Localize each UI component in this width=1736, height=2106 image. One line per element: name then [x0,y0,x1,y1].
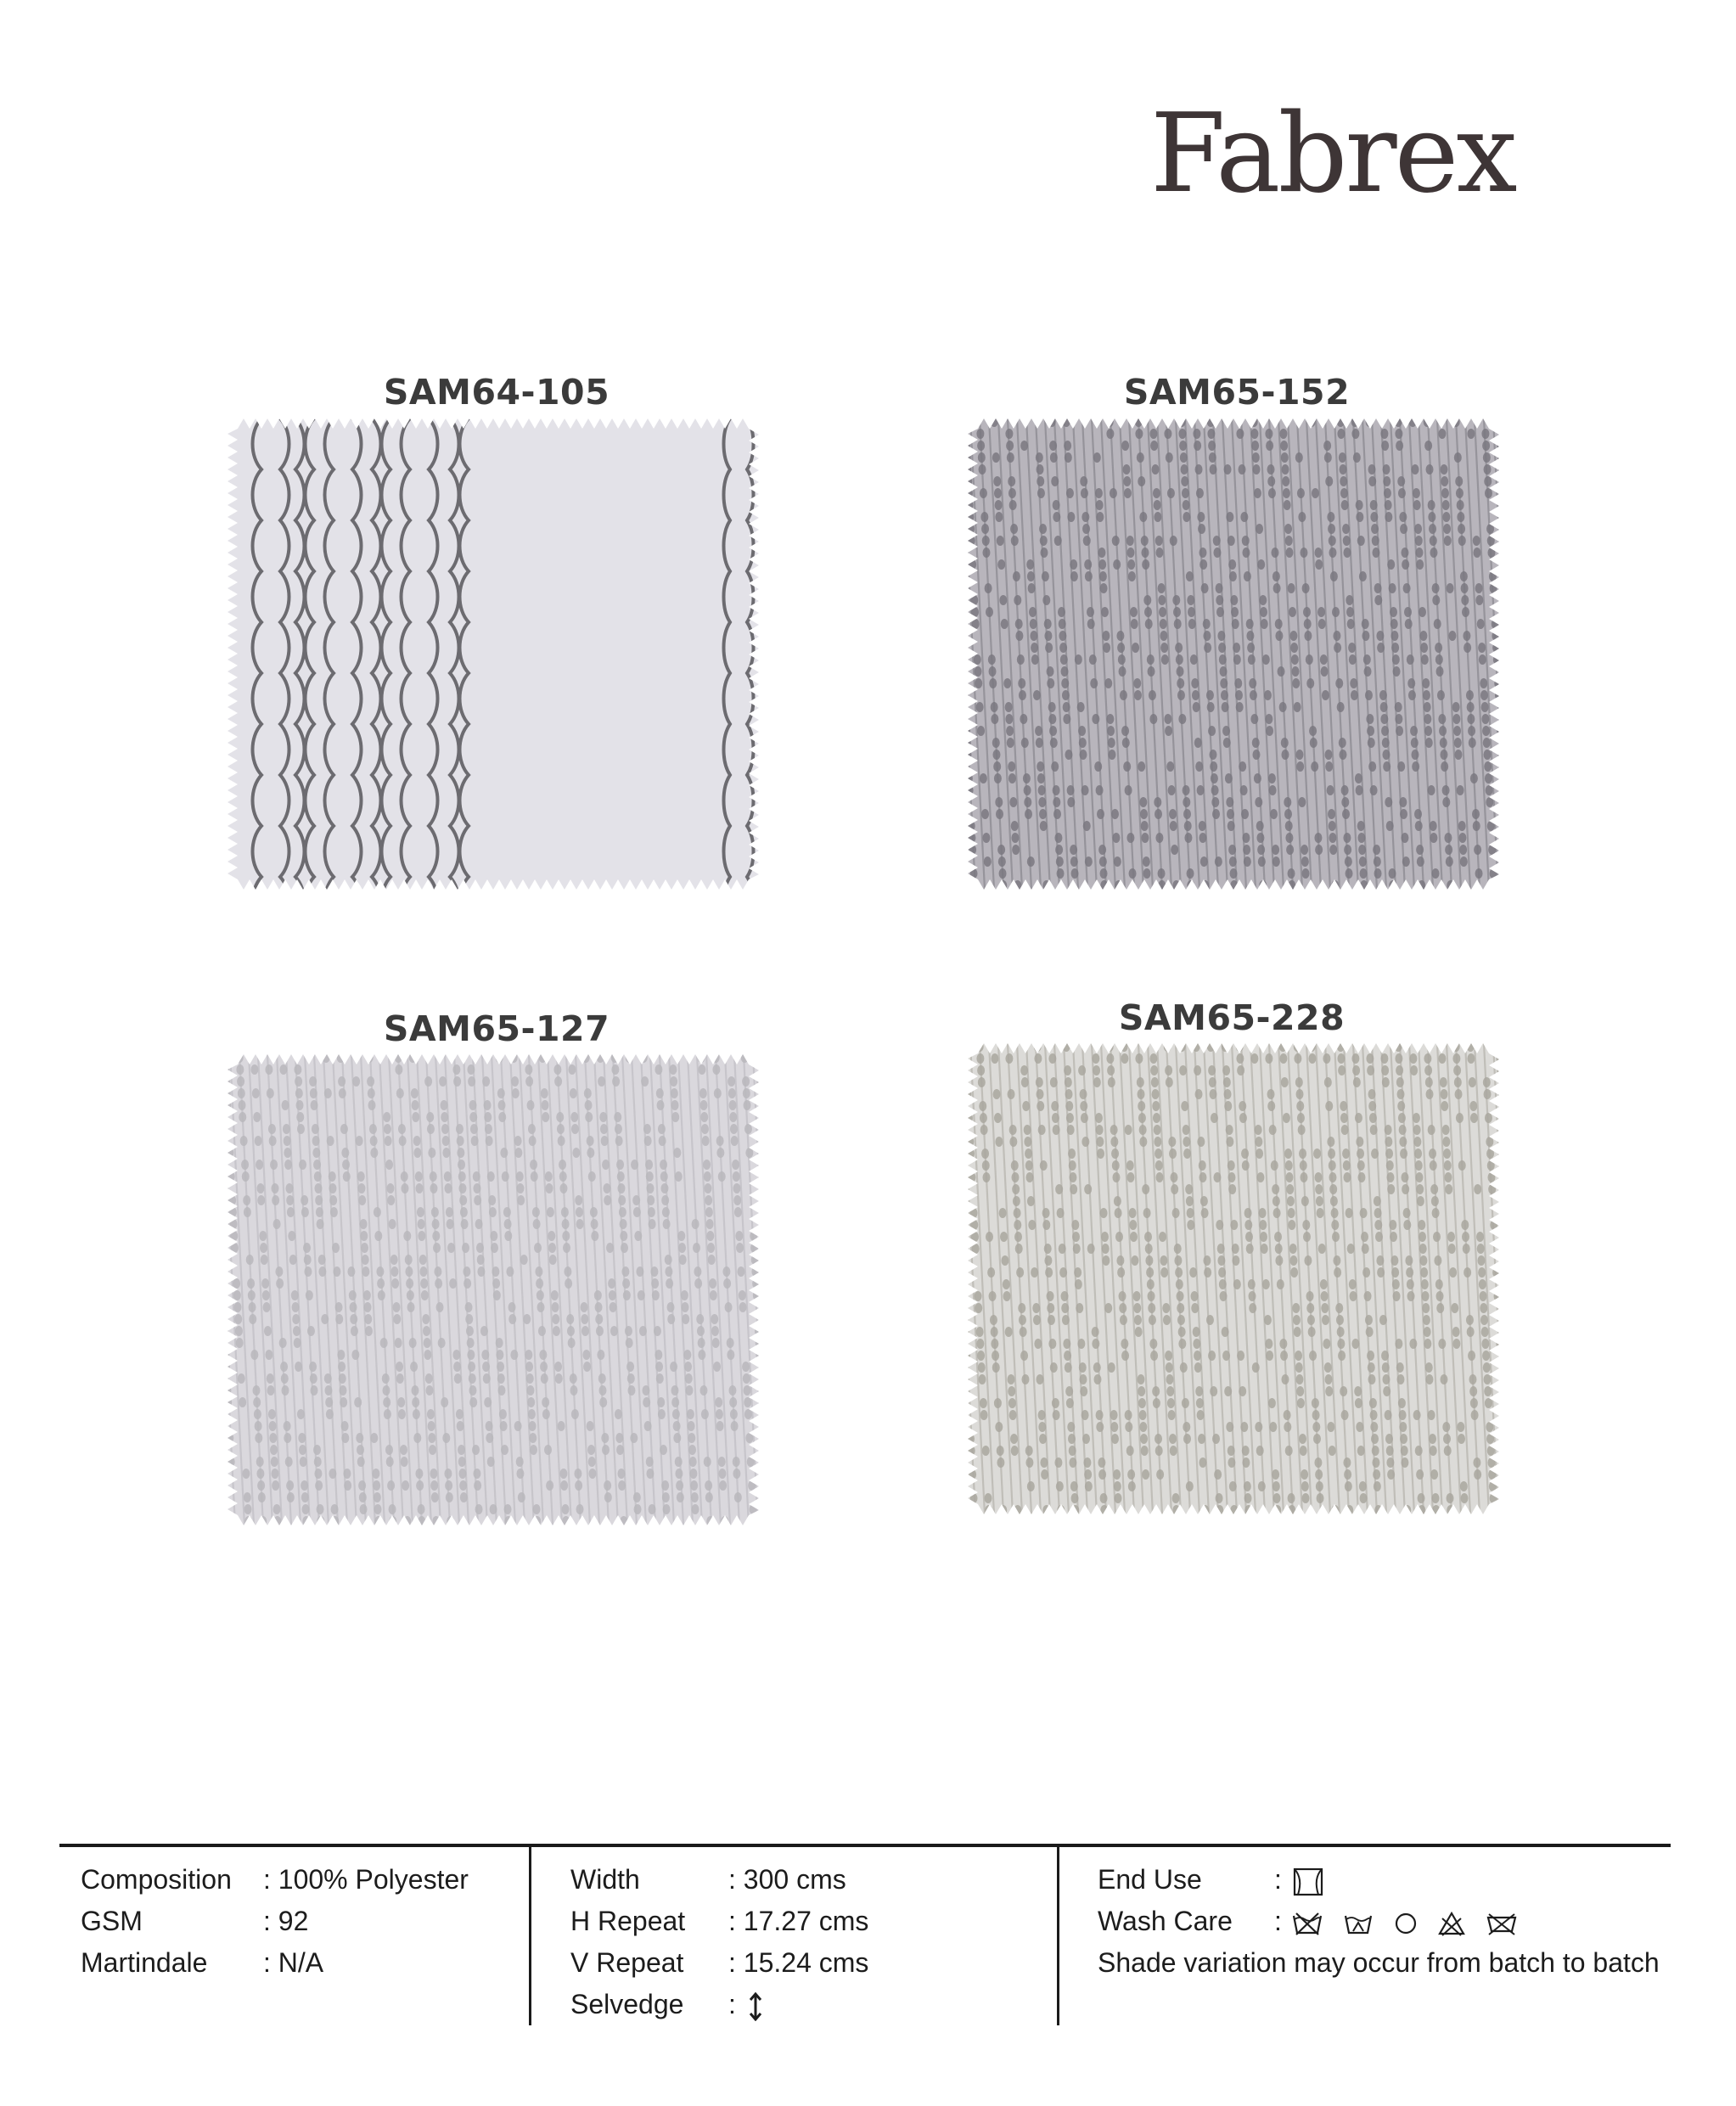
spec-label: Selvedge [570,1989,684,2019]
spec-column-1 [81,1859,514,1984]
vertical-arrow-icon [749,1992,762,2021]
spec-divider-2 [1057,1847,1059,2025]
spec-label: Width [570,1864,640,1895]
spec-row-end-use [1098,1859,1675,1901]
spec-label: H Repeat [570,1906,686,1936]
spec-row-selvedge [570,1984,1046,2025]
swatch-code-3: SAM65-127 [383,1008,610,1049]
spec-value-sep: : [1274,1864,1282,1895]
spec-label: Composition [81,1864,232,1895]
swatch-code-4: SAM65-228 [1118,997,1346,1038]
shade-variation-note: Shade variation may occur from batch to batch [1098,1947,1660,1978]
spec-top-rule [59,1844,1671,1847]
spec-divider-1 [529,1847,531,2025]
spec-row-wash-care [1098,1901,1675,1942]
spec-row-v-repeat [570,1942,1046,1984]
spec-label: V Repeat [570,1947,684,1978]
spec-value: : 100% Polyester [263,1864,469,1895]
spec-label: Martindale [81,1947,208,1978]
spec-value: : 300 cms [728,1864,846,1895]
spec-value: : 15.24 cms [728,1947,869,1978]
no-wash-icon [1291,1911,1323,1936]
no-tumble-dry-icon [1486,1911,1518,1936]
no-bleach-icon [1437,1911,1466,1936]
spec-value-sep: : [728,1989,736,2019]
brand-logo: Fabrex [1150,91,1515,217]
spec-row-width [570,1859,1046,1901]
curtain-icon [1293,1867,1323,1897]
spec-value [728,1984,774,2025]
fabric-swatch-4 [968,1043,1499,1514]
spec-row-composition [81,1859,514,1901]
dry-clean-icon [1393,1911,1419,1936]
spec-row-gsm [81,1901,514,1942]
spec-label: End Use [1098,1864,1202,1895]
spec-value-sep: : [1274,1906,1282,1936]
spec-value [1274,1859,1335,1901]
spec-row-martindale [81,1942,514,1984]
spec-row-note [1098,1942,1675,1984]
fabric-swatch-3 [228,1054,759,1525]
spec-value: : 92 [263,1906,309,1936]
swatch-code-1: SAM64-105 [383,372,610,413]
spec-row-h-repeat [570,1901,1046,1942]
spec-value: : 17.27 cms [728,1906,869,1936]
spec-value: : N/A [263,1947,324,1978]
spec-column-2 [570,1859,1046,2025]
spec-column-3 [1098,1859,1675,1984]
spec-label: GSM [81,1906,143,1936]
hand-wash-icon [1343,1911,1374,1936]
spec-value [1274,1901,1530,1942]
fabric-swatch-1 [228,418,759,890]
fabric-swatch-2 [968,418,1499,890]
swatch-code-2: SAM65-152 [1123,372,1351,413]
spec-label: Wash Care [1098,1906,1233,1936]
